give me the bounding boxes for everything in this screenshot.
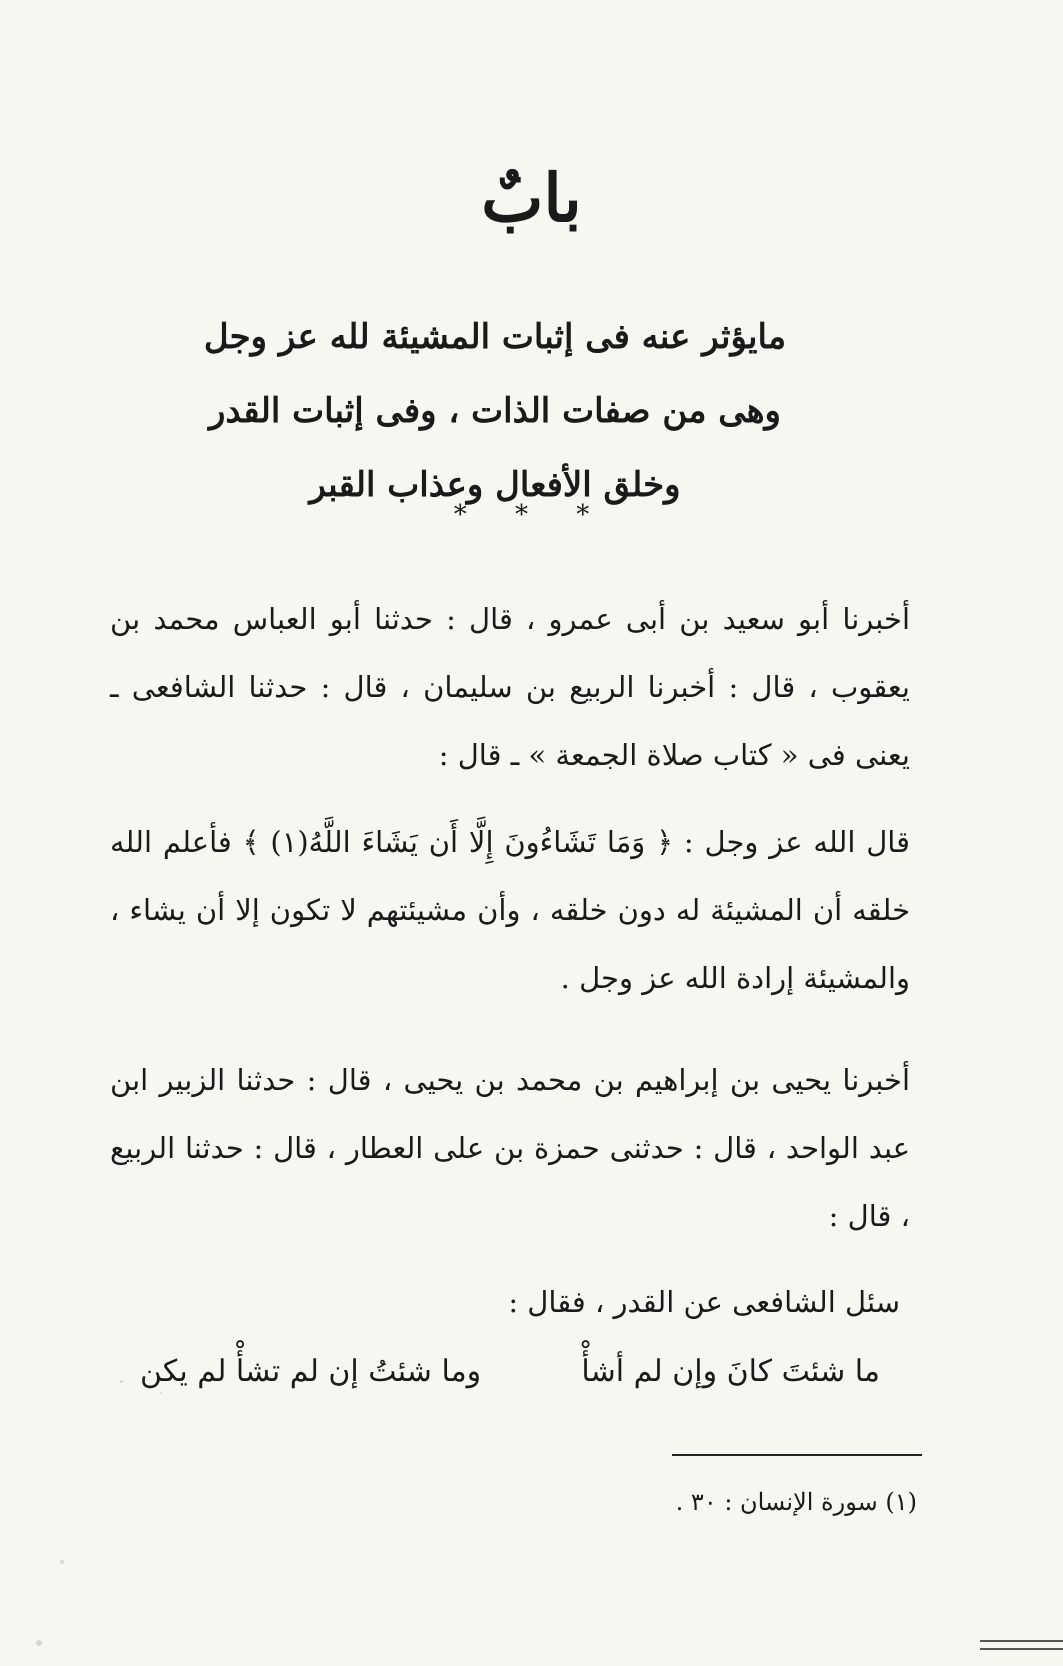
paper-speck [60,1560,64,1564]
chapter-title: بابٌ [481,159,582,237]
paragraph-quran-quote: قال الله عز وجل : ﴿ وَمَا تَشَاءُونَ إِلَّا أَن يَشَاءَ اللَّهُ(١) ﴾ فأعلم الله خلقه أن المشيئة له دون خلقه ، وأن مشيئتهم لا تكون إلا أن يشاء ، والمشيئة إرادة الله عز وجل . [110,825,910,995]
page-edge-line [980,1640,1063,1642]
paper-speck [160,1392,162,1394]
paragraph-isnad-2: أخبرنا يحيى بن إبراهيم بن محمد بن يحيى ، قال : حدثنا الزبير ابن عبد الواحد ، قال : حدثنى حمزة بن على العطار ، قال : حدثنا الربيع ، قال : [110,1063,910,1233]
poem-verse [140,1354,880,1389]
section-ornament: * * * [453,500,610,530]
page-edge-line [980,1648,1063,1650]
paper-speck [36,1640,42,1646]
footnote-separator [672,1454,922,1456]
paragraph-isnad-1: أخبرنا أبو سعيد بن أبى عمرو ، قال : حدثنا أبو العباس محمد بن يعقوب ، قال : أخبرنا الربيع بن سليمان ، قال : حدثنا الشافعى ـ يعنى فى « كتاب صلاة الجمعة » ـ قال : [110,602,910,772]
paragraph-question: سئل الشافعى عن القدر ، فقال : [508,1285,900,1319]
chapter-heading: مايؤثر عنه فى إثبات المشيئة لله عز وجل وهى من صفات الذات ، وفى إثبات القدر وخلق الأفعال وعذاب القبر [203,317,787,505]
verse-second-hemistich: وما شئتُ إن لم تشأْ لم يكن [140,1354,482,1389]
paper-speck [120,1380,123,1383]
footnote: (١) سورة الإنسان : ٣٠ . [675,1488,917,1516]
verse-first-hemistich: ما شئتَ كانَ وإن لم أشأْ [581,1354,880,1389]
